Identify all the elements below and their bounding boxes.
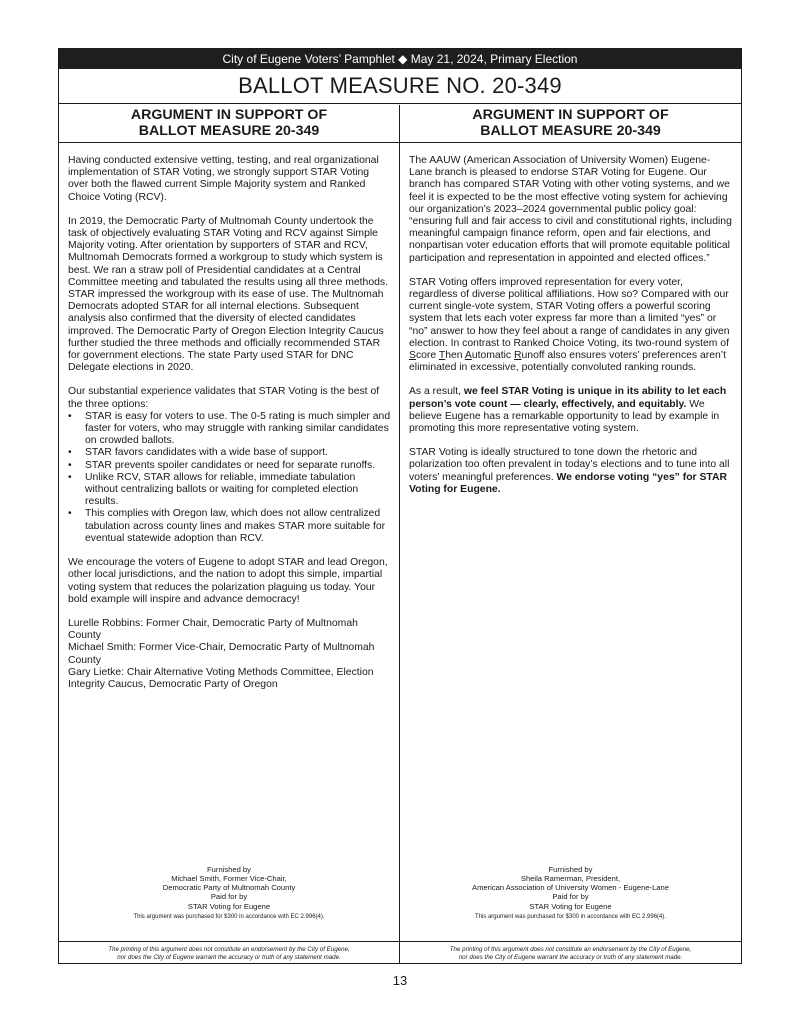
- paid-by-label: Paid for by: [552, 892, 589, 902]
- acronym-letter-r: R: [514, 350, 522, 362]
- right-furnished-block: [400, 865, 741, 922]
- disclaimer-line1: The printing of this argument does not constitute an endorsement by the City of Eugene,: [449, 946, 692, 953]
- list-item: [68, 411, 391, 448]
- bullet-text: This complies with Oregon law, which does not allow centralized tabulation across county lines and makes STAR more suitable for eventual statewide adoption than RCV.: [85, 508, 386, 544]
- measure-title: BALLOT MEASURE NO. 20-349: [59, 69, 741, 104]
- left-furnished-block: [59, 865, 399, 922]
- left-heading-line2: BALLOT MEASURE 20-349: [138, 123, 320, 139]
- left-argument-heading: [59, 105, 399, 143]
- right-argument-body: [400, 143, 741, 496]
- acronym-letter-t: T: [438, 350, 446, 362]
- bullet-glyph: •: [68, 410, 72, 422]
- left-argument-body: [59, 143, 399, 691]
- bullet-glyph: •: [68, 459, 72, 471]
- bullet-glyph: •: [68, 471, 72, 483]
- paragraph-text: also ensures voters’ preferences aren’t eliminated in excessive, potentially convoluted ranking rounds.: [409, 350, 726, 374]
- pamphlet-header-bar: City of Eugene Voters’ Pamphlet ◆ May 21, 2024, Primary Election: [59, 49, 741, 69]
- pamphlet-page-frame: [58, 48, 742, 964]
- acronym-word-rest: unoff: [521, 350, 545, 362]
- bullet-glyph: •: [68, 447, 72, 459]
- paid-by-label: Paid for by: [210, 892, 248, 902]
- argument-columns: [59, 105, 741, 963]
- furnished-by-org: American Association of University Women - Eugene-Lane: [472, 883, 669, 893]
- left-bullet-list: [68, 411, 391, 545]
- disclaimer-line2: nor does the City of Eugene warrant the accuracy or truth of any statement made.: [458, 953, 683, 961]
- purchase-note: This argument was purchased for $300 in accordance with EC 2.996(4).: [133, 913, 325, 920]
- signatory-1: Lurelle Robbins: Former Chair, Democratic Party of Multnomah County: [68, 617, 358, 642]
- left-paragraph-2: In 2019, the Democratic Party of Multnomah County undertook the task of objectively evaluating STAR Voting and RCV against Simple Majority voting. After orientation by supporters of STAR and RCV, Multnomah Democrats formed a workgroup to study which system is best. We ran a straw poll of Presidential candidates at a Central Committee meeting and tabulated the results using all three methods. STAR impressed the workgroup with its ease of use. The Multnomah Democrats adopted STAR for all internal elections. Subsequent analysis also confirmed that the diversity of elected candidates improved. The Democratic Party of Oregon Election Integrity Caucus further studied the three methods and officially recommended STAR for government elections. The state Party used STAR for DNC Delegate elections in 2020.: [68, 215, 388, 374]
- right-disclaimer: [400, 941, 741, 963]
- acronym-word-rest: utomatic: [471, 350, 512, 362]
- acronym-letter-s: S: [409, 350, 416, 362]
- disclaimer-line1: The printing of this argument does not constitute an endorsement by the City of Eugene,: [108, 946, 350, 953]
- right-argument-heading: [400, 105, 741, 143]
- paragraph-text: We believe Eugene has a remarkable opportunity to lead by example in promoting this more representative voting system.: [409, 398, 720, 435]
- furnished-by-name: Michael Smith, Former Vice-Chair,: [171, 873, 287, 883]
- acronym-letter-a: A: [464, 350, 472, 362]
- paragraph-text: STAR Voting is ideally structured to tone down the rhetoric and polarization too often prevalent in today’s elections and to tune into all voters’ meaningful preferences.: [409, 447, 730, 483]
- left-argument: [59, 105, 400, 963]
- signatory-3: Gary Lietke: Chair Alternative Voting Methods Committee, Election Integrity Caucus, Democratic Party of Oregon: [68, 666, 374, 690]
- left-paragraph-1: Having conducted extensive vetting, testing, and real organizational implementation of STAR Voting, we strongly support STAR Voting over both the flawed current Simple Majority system and Ranked Choice Voting (RCV).: [68, 155, 379, 203]
- right-argument: [400, 105, 741, 963]
- bullet-glyph: •: [68, 508, 72, 520]
- bullet-text: STAR is easy for voters to use. The 0-5 rating is much simpler and faster for voters, who may struggle with ranking similar candidates on crowded ballots.: [85, 410, 391, 447]
- paragraph-text: As a result,: [409, 386, 464, 398]
- list-item: [68, 508, 391, 545]
- acronym-word-rest: core: [415, 350, 437, 362]
- emphasis-text: We endorse voting “yes” for STAR Voting for Eugene.: [409, 471, 727, 495]
- left-paragraph-3: Our substantial experience validates that STAR Voting is the best of the three options:: [68, 386, 380, 410]
- left-paragraph-4: We encourage the voters of Eugene to adopt STAR and lead Oregon, other local jurisdictions, and the nation to adopt this simple, impartial voting system that reduces the polarization plaguing us today. Your bold example will inspire and advance democracy!: [68, 557, 388, 605]
- list-item: [68, 460, 391, 472]
- disclaimer-line2: nor does the City of Eugene warrant the accuracy or truth of any statement made.: [117, 953, 341, 961]
- bullet-text: STAR favors candidates with a wide base of support.: [85, 447, 328, 459]
- list-item: [68, 472, 391, 509]
- left-heading-line1: ARGUMENT IN SUPPORT OF: [130, 107, 328, 123]
- right-paragraph-4: [409, 447, 733, 496]
- furnished-by-label: Furnished by: [548, 864, 593, 874]
- left-disclaimer: [59, 941, 399, 963]
- page-number: 13: [392, 973, 408, 988]
- bullet-text: Unlike RCV, STAR allows for reliable, immediate tabulation without centralizing ballots or waiting for completed election results.: [85, 471, 359, 508]
- purchase-note: This argument was purchased for $300 in accordance with EC 2.996(4).: [474, 913, 667, 920]
- paid-by-name: STAR Voting for Eugene: [187, 901, 271, 911]
- acronym-word-rest: hen: [445, 350, 463, 362]
- paid-by-name: STAR Voting for Eugene: [529, 901, 612, 911]
- bullet-text: STAR prevents spoiler candidates or need for separate runoffs.: [85, 459, 376, 471]
- furnished-by-org: Democratic Party of Multnomah County: [162, 883, 296, 893]
- emphasis-text: we feel STAR Voting is unique in its ability to let each person’s vote count — clearly, effectively, and equitably.: [409, 386, 727, 410]
- right-heading-line1: ARGUMENT IN SUPPORT OF: [472, 107, 669, 123]
- right-paragraph-3: [409, 386, 733, 435]
- right-heading-line2: BALLOT MEASURE 20-349: [480, 123, 661, 139]
- signatory-2: Michael Smith: Former Vice-Chair, Democratic Party of Multnomah County: [68, 642, 375, 666]
- right-paragraph-2: [409, 277, 733, 375]
- furnished-by-label: Furnished by: [207, 864, 251, 874]
- right-paragraph-1: The AAUW (American Association of University Women) Eugene-Lane branch is pleased to endorse STAR Voting for Eugene. Our branch has compared STAR Voting with other voting systems, and we feel it is expected to be the most effective voting system for achieving our organization’s 2023–2024 governmental public policy goal: “ensuring full and fair access to civil and constitutional rights, including meaningful campaign finance reform, open and fair elections, and nonpartisan voter education efforts that will promote equitable political participation and representation in appointed and elected offices.”: [409, 155, 732, 264]
- list-item: [68, 447, 391, 459]
- paragraph-text: STAR Voting offers improved representation for every voter, regardless of diverse political affiliations. How so? Compared with our current single-vote system, STAR Voting offers a powerful scoring system that lets each voter express far more than a limited “yes” or “no” answer to how they feel about a range of candidates in any given election. In contrast to Ranked Choice Voting, its two-round system of: [409, 276, 730, 349]
- left-signatories: [68, 618, 391, 691]
- furnished-by-name: Sheila Ramerman, President,: [520, 873, 621, 883]
